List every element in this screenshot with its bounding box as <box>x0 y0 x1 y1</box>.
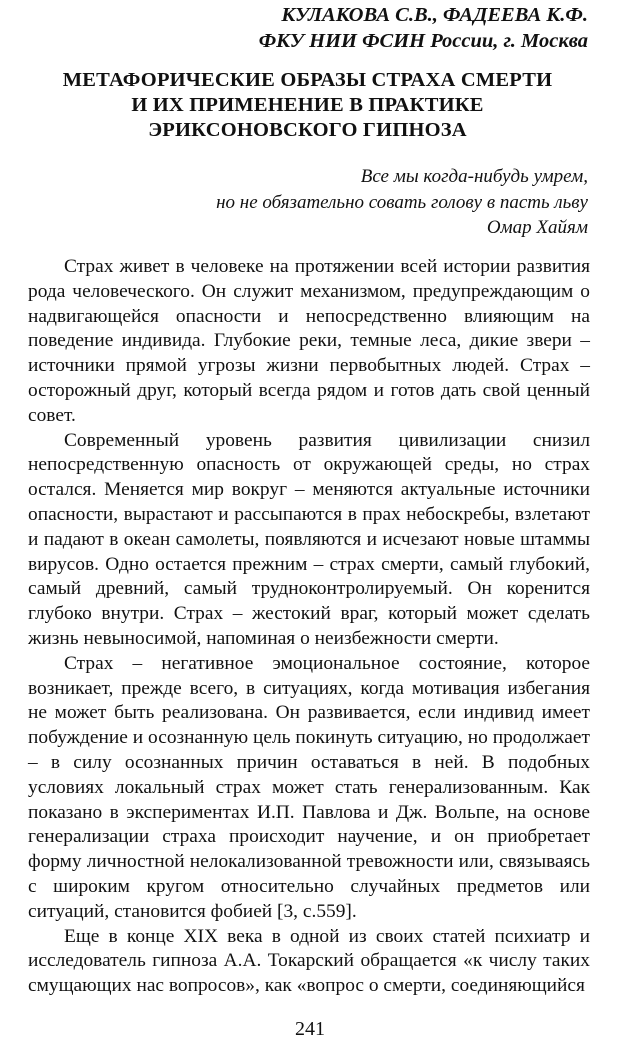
body-paragraph: Еще в конце XIX века в одной из своих статей психиатр и исследователь гипноза А.А. Токарский обращается «к числу таких смущающих нас вопросов», как «вопрос о смерти, соединяющийся <box>28 925 590 997</box>
epigraph <box>216 164 588 241</box>
epigraph-line: Все мы когда-нибудь умрем, <box>360 166 588 187</box>
title-line: МЕТАФОРИЧЕСКИЕ ОБРАЗЫ СТРАХА СМЕРТИ <box>62 69 553 91</box>
page-number: 241 <box>295 1018 325 1040</box>
article-header <box>259 2 588 54</box>
article-title <box>30 68 585 143</box>
body-paragraph: Страх живет в человеке на протяжении всей истории развития рода человеческого. Он служит механизмом, предупреждающим о надвигающейся опасности и непосредственно влияющим на поведение индивида. Глубокие реки, темные леса, дикие звери – источники прямой угрозы жизни первобытных людей. Страх – осторожный друг, который всегда рядом и готов дать свой ценный совет. <box>28 256 590 426</box>
article-body <box>28 255 590 999</box>
epigraph-author: Омар Хайям <box>486 217 588 238</box>
title-line: ЭРИКСОНОВСКОГО ГИПНОЗА <box>148 119 467 141</box>
title-line: И ИХ ПРИМЕНЕНИЕ В ПРАКТИКЕ <box>131 94 484 116</box>
affiliation-line: ФКУ НИИ ФСИН России, г. Москва <box>258 30 588 52</box>
epigraph-line: но не обязательно совать голову в пасть льву <box>216 191 588 213</box>
body-paragraph: Современный уровень развития цивилизации снизил непосредственную опасность от окружающей среды, но страх остался. Меняется мир вокруг – меняются актуальные источники опасности, вырастают и рассыпаются в прах небоскребы, взлетают и падают в океан самолеты, появляются и исчезают новые штаммы вирусов. Одно остается прежним – страх смерти, самый глубокий, самый древний, самый трудноконтролируемый. Он коренится глубоко внутри. Страх – жестокий враг, который может сделать жизнь невыносимой, напоминая о неизбежности смерти. <box>28 429 590 649</box>
body-paragraph: Страх – негативное эмоциональное состояние, которое возникает, прежде всего, в ситуациях, когда мотивация избегания не может быть реализована. Он развивается, если индивид имеет побуждение и осознанную цель покинуть ситуацию, но продолжает – в силу осознанных причин оставаться в ней. В подобных условиях локальный страх может стать генерализованным. Как показано в экспериментах И.П. Павлова и Дж. Вольпе, на основе генерализации страха происходит научение, и он приобретает форму личностной нелокализованной тревожности или, связываясь с широким кругом относительно случайных предметов или ситуаций, становится фобией [3, с.559]. <box>28 652 590 922</box>
authors-line: КУЛАКОВА С.В., ФАДЕЕВА К.Ф. <box>281 4 588 26</box>
